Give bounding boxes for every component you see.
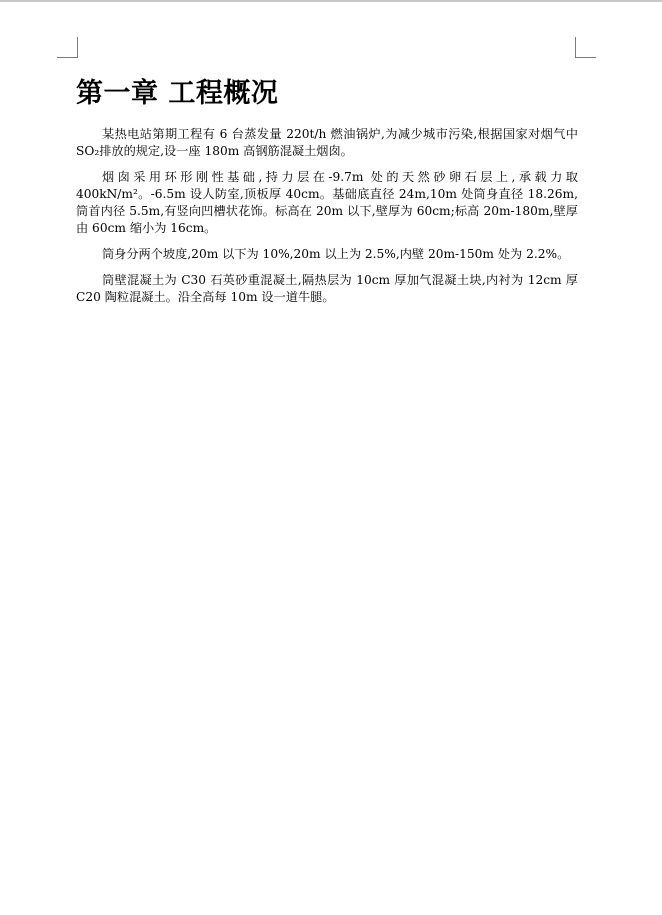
document-page (0, 2, 662, 915)
paragraph-foundation: 烟囱采用环形刚性基础,持力层在-9.7m 处的天然砂卵石层上,承载力取 400kN/m²。-6.5m 设人防室,顶板厚 40cm。基础底直径 24m,10m 处筒身直径 18.26m,筒首内径 5.5m,有竖向凹槽状花饰。标高在 20m 以下,壁厚为 60cm;标高 20m-180m,壁厚由 60cm 缩小为 16cm。 (76, 170, 578, 235)
paragraph-slope: 筒身分两个坡度,20m 以下为 10%,20m 以上为 2.5%,内壁 20m-150m 处为 2.2%。 (102, 247, 570, 261)
margin-corner-mark-top-left (57, 37, 78, 58)
paragraph-wall-materials: 筒壁混凝土为 C30 石英砂重混凝土,隔热层为 10cm 厚加气混凝土块,内衬为 12cm 厚 C20 陶粒混凝土。沿全高每 10m 设一道牛腿。 (76, 273, 578, 304)
chapter-title: 第一章 工程概况 (76, 78, 279, 109)
margin-corner-mark-top-right (575, 37, 596, 58)
paragraph-project-intro: 某热电站第期工程有 6 台蒸发量 220t/h 燃油锅炉,为减少城市污染,根据国家对烟气中 SO₂排放的规定,设一座 180m 高钢筋混凝土烟囱。 (76, 127, 578, 158)
document-body[interactable] (76, 78, 578, 315)
